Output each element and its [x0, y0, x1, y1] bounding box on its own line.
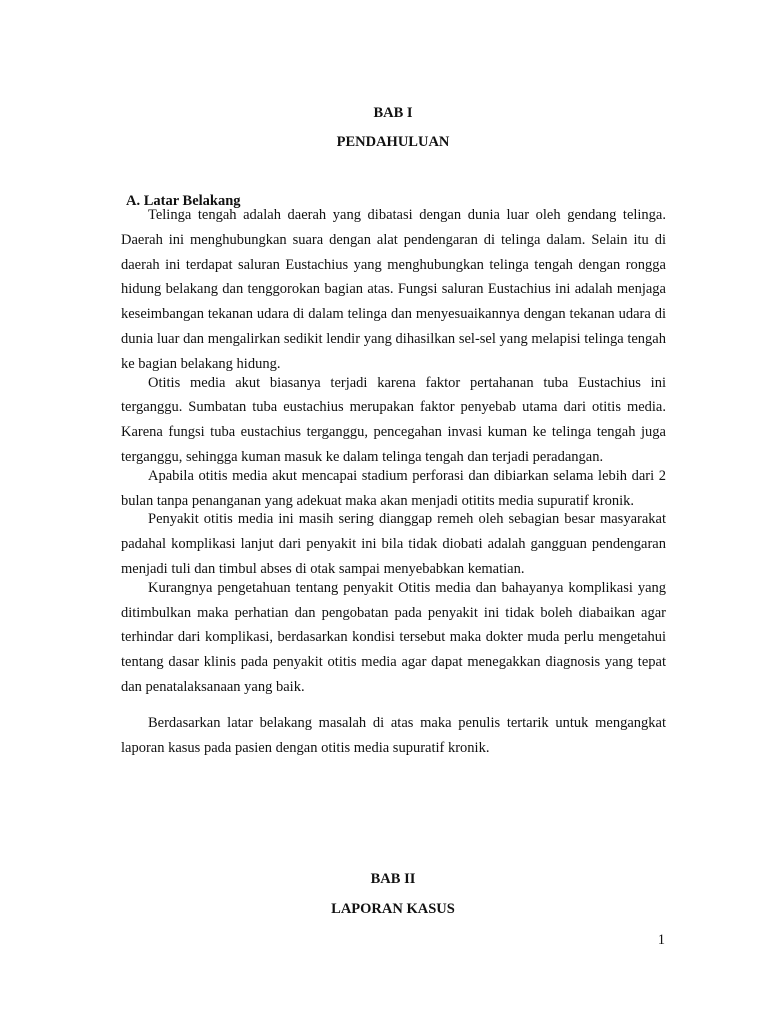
section-heading-latar-belakang: A. Latar Belakang [126, 193, 241, 209]
chapter-2-label: BAB II [370, 871, 416, 887]
chapter-1-title: PENDAHULUAN [336, 134, 450, 150]
paragraph-1: Telinga tengah adalah daerah yang dibatasi dengan dunia luar oleh gendang telinga. Daerah ini menghubungkan suara dengan alat pendengaran di telinga dalam. Selain itu di daerah ini terdapat saluran Eustachius yang menghubungkan telinga tengah dengan rongga hidung belakang dan tenggorokan bagian atas. Fungsi saluran Eustachius ini adalah menjaga keseimbangan tekanan udara di dalam telinga dan menyesuaikannya dengan tekanan udara di dunia luar dan mengalirkan sedikit lendir yang dihasilkan sel-sel yang melapisi telinga tengah ke bagian belakang hidung. [121, 207, 666, 372]
paragraph-4: Penyakit otitis media ini masih sering dianggap remeh oleh sebagian besar masyarakat padahal komplikasi lanjut dari penyakit ini bila tidak diobati adalah gangguan pendengaran menjadi tuli dan timbul abses di otak sampai menyebabkan kematian. [121, 511, 666, 577]
body-text [121, 207, 666, 760]
page-number: 1 [657, 932, 665, 948]
paragraph-2: Otitis media akut biasanya terjadi karena faktor pertahanan tuba Eustachius ini terganggu. Sumbatan tuba eustachius merupakan faktor penyebab utama dari otitis media. Karena fungsi tuba eustachius terganggu, pencegahan invasi kuman ke telinga tengah juga terganggu, sehingga kuman masuk ke dalam telinga tengah dan terjadi peradangan. [121, 374, 666, 465]
paragraph-6: Berdasarkan latar belakang masalah di atas maka penulis tertarik untuk mengangkat laporan kasus pada pasien dengan otitis media supuratif kronik. [121, 714, 666, 756]
chapter-1-label: BAB I [373, 105, 413, 121]
paragraph-3: Apabila otitis media akut mencapai stadium perforasi dan dibiarkan selama lebih dari 2 bulan tanpa penanganan yang adekuat maka akan menjadi otitits media supuratif kronik. [121, 467, 666, 509]
paragraph-5: Kurangnya pengetahuan tentang penyakit Otitis media dan bahayanya komplikasi yang ditimbulkan maka perhatian dan pengobatan pada penyakit ini tidak boleh diabaikan agar terhindar dari komplikasi, berdasarkan kondisi tersebut maka dokter muda perlu mengetahui tentang dasar klinis pada penyakit otitis media agar dapat menegakkan diagnosis yang tepat dan penatalaksanaan yang baik. [121, 579, 666, 695]
chapter-2-title: LAPORAN KASUS [331, 901, 455, 917]
